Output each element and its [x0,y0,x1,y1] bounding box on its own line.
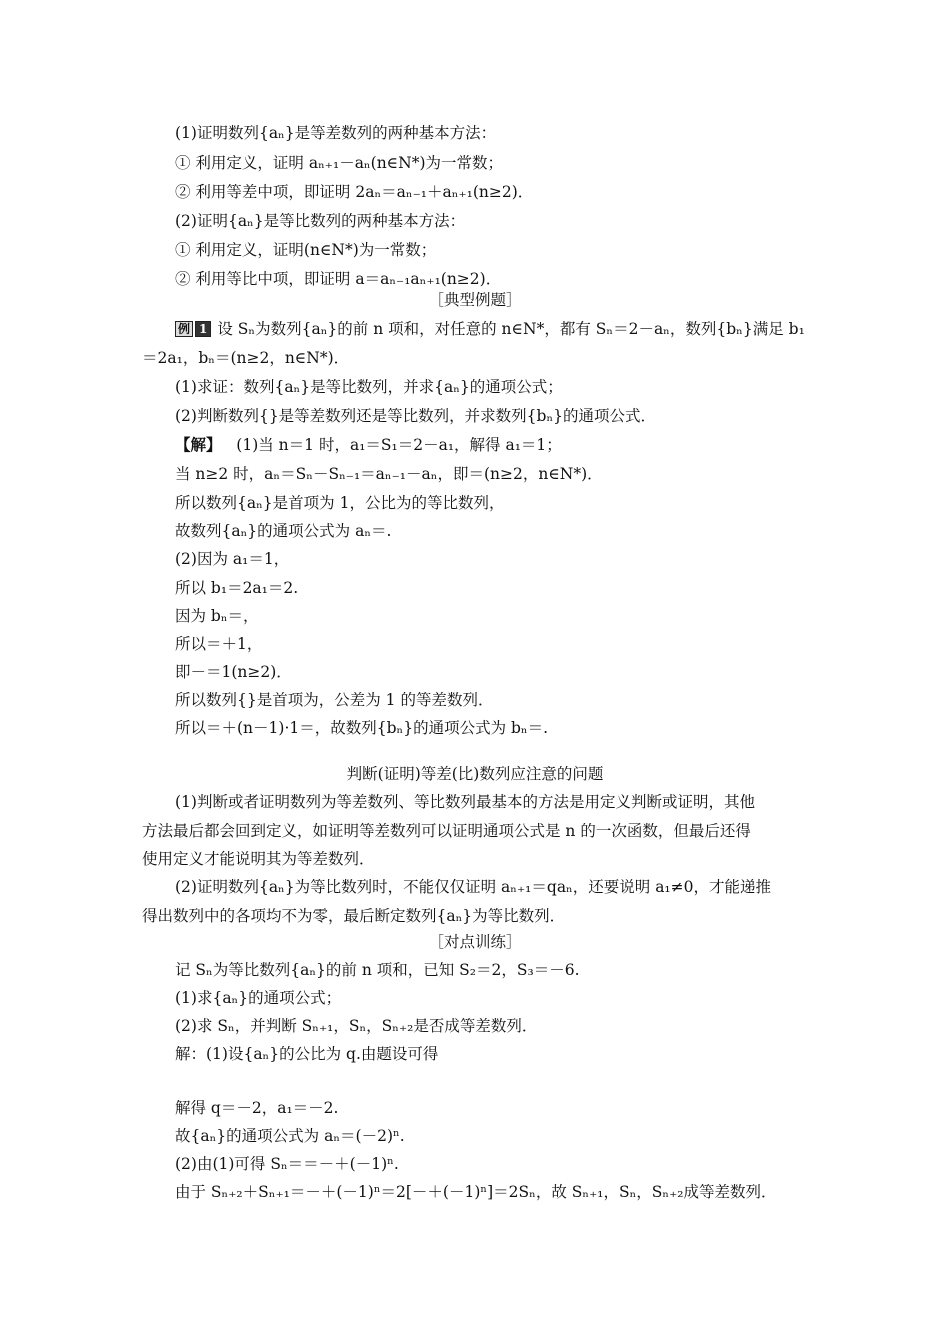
text-line: 所以＝＋(n－1)·1＝，故数列{bₙ}的通项公式为 bₙ＝. [175,719,549,737]
text-line: 所以＝＋1， [175,635,263,653]
text-line: (2)求 Sₙ，并判断 Sₙ₊₁，Sₙ，Sₙ₊₂是否成等差数列． [175,1017,538,1035]
text-line: (2)因为 a₁＝1， [175,550,290,568]
text-line: (1)证明数列{aₙ}是等差数列的两种基本方法： [175,124,497,142]
text-line: (2)判断数列{}是等差数列还是等比数列，并求数列{bₙ}的通项公式． [175,407,657,425]
text-line: 故{aₙ}的通项公式为 aₙ＝(－2)ⁿ. [175,1127,405,1145]
text-line: ＝2a₁，bₙ＝(n≥2，n∈N*)． [142,349,350,367]
text-line: 得出数列中的各项均不为零，最后断定数列{aₙ}为等比数列． [142,907,566,925]
text-line: (1)求证：数列{aₙ}是等比数列，并求{aₙ}的通项公式； [175,378,563,396]
solution-tag: 【解】 [175,435,222,454]
text-line: 由于 Sₙ₊₂＋Sₙ₊₁＝－＋(－1)ⁿ＝2[－＋(－1)ⁿ]＝2Sₙ，故 Sₙ₊₁，Sₙ，Sₙ₊₂成等差数列． [175,1183,777,1201]
text-line: 解得 q＝－2，a₁＝－2. [175,1099,339,1117]
section-heading: 判断(证明)等差(比)数列应注意的问题 [346,765,604,783]
text-line: 故数列{aₙ}的通项公式为 aₙ＝. [175,522,392,540]
example-line [175,319,805,339]
section-heading: ［对点训练］ [428,933,522,951]
text-line: 所以 b₁＝2a₁＝2. [175,579,299,597]
text-line: 所以数列{}是首项为，公差为 1 的等差数列． [175,691,494,709]
example-number: 1 [195,321,211,337]
text-line: 所以数列{aₙ}是首项为 1，公比为的等比数列， [175,494,505,512]
text-line: (2)由(1)可得 Sₙ＝＝－＋(－1)ⁿ. [175,1155,399,1173]
text-line: (2)证明数列{aₙ}为等比数列时，不能仅仅证明 aₙ₊₁＝qaₙ，还要说明 a₁≠0，才能递推 [175,878,771,896]
text-line: 使用定义才能说明其为等差数列． [142,850,375,868]
example-tag: 例 [175,321,193,337]
text-line: 因为 bₙ＝， [175,607,259,625]
text-line: 当 n≥2 时，aₙ＝Sₙ－Sₙ₋₁＝aₙ₋₁－aₙ，即＝(n≥2，n∈N*)． [175,465,603,483]
text-line: ② 利用等差中项，即证明 2aₙ＝aₙ₋₁＋aₙ₊₁(n≥2)． [175,183,534,201]
text-line: (1)求{aₙ}的通项公式； [175,989,342,1007]
text-line: ① 利用定义，证明(n∈N*)为一常数； [175,241,437,259]
text-line: 方法最后都会回到定义，如证明等差数列可以证明通项公式是 n 的一次函数，但最后还得 [142,822,751,840]
solution-line [175,435,562,455]
text-line: 解：(1)设{aₙ}的公比为 q.由题设可得 [175,1045,439,1063]
text-line: ① 利用定义，证明 aₙ₊₁－aₙ(n∈N*)为一常数； [175,154,504,172]
text-line: 即－＝1(n≥2)． [175,663,292,681]
text-line: 设 Sₙ为数列{aₙ}的前 n 项和，对任意的 n∈N*，都有 Sₙ＝2－aₙ，数列{bₙ}满足 b₁ [217,320,805,338]
text-line: ② 利用等比中项，即证明 a＝aₙ₋₁aₙ₊₁(n≥2)． [175,270,502,288]
text-line: 记 Sₙ为等比数列{aₙ}的前 n 项和，已知 S₂＝2，S₃＝－6. [175,961,580,979]
text-line: (1)判断或者证明数列为等差数列、等比数列最基本的方法是用定义判断或证明，其他 [175,793,755,811]
text-line: (1)当 n＝1 时，a₁＝S₁＝2－a₁，解得 a₁＝1； [236,436,562,454]
section-heading: ［典型例题］ [428,291,522,309]
text-line: (2)证明{aₙ}是等比数列的两种基本方法： [175,212,466,230]
